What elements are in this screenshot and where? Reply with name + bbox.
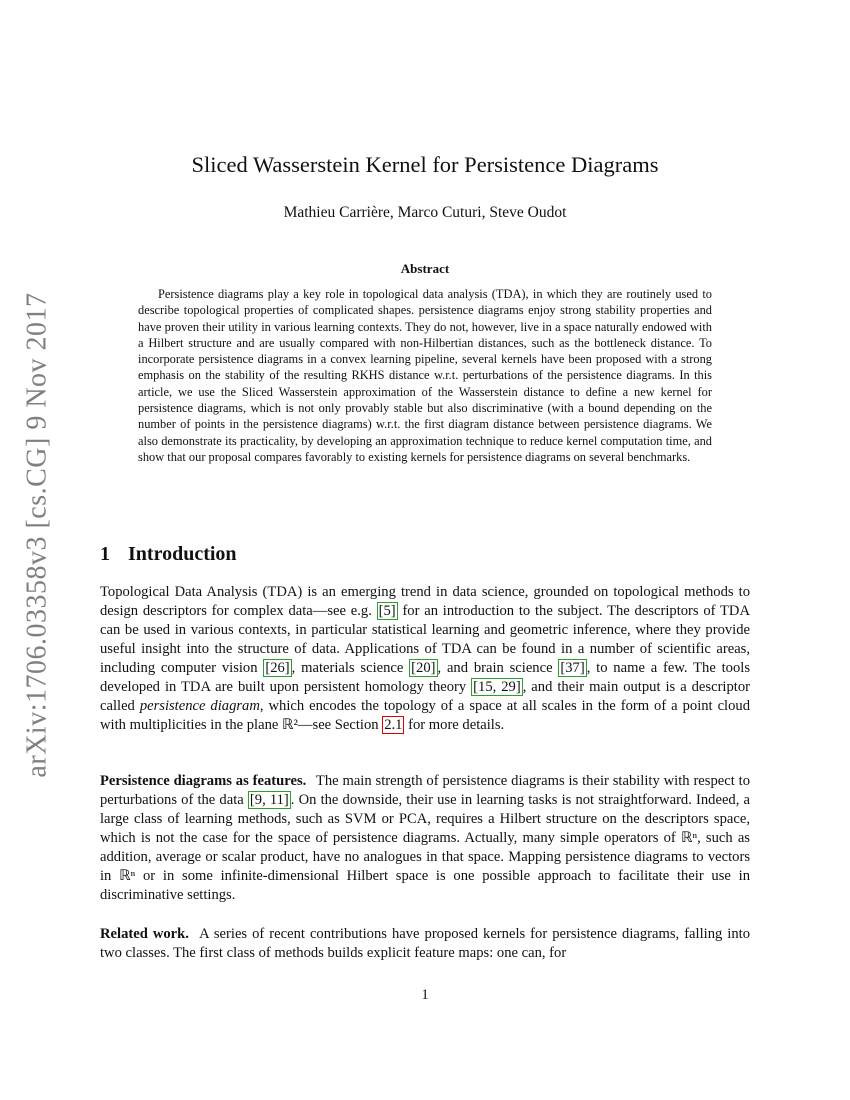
- citation-link[interactable]: [5]: [378, 603, 396, 619]
- section-heading: [100, 543, 237, 566]
- citation-link[interactable]: [26]: [265, 660, 290, 676]
- paragraph-heading: Persistence diagrams as features.: [100, 773, 307, 789]
- related-text-1: A series of recent contributions have proposed kernels for persistence diagrams, falling into two classes. The first class of methods builds explicit feature maps: one can, for: [100, 926, 751, 961]
- intro-text-6: , and their main output is a descriptor called: [100, 679, 750, 714]
- section-number: 1: [100, 543, 110, 565]
- intro-text-7: , which encodes the topology of a space at all scales in the form of a point cloud with multiplicities in the plane ℝ²—see Section: [100, 698, 751, 733]
- emphasized-term: persistence diagram: [139, 698, 260, 714]
- intro-text-3: , materials science: [291, 660, 410, 676]
- citation-link[interactable]: [9, 11]: [249, 792, 289, 808]
- paper-title: Sliced Wasserstein Kernel for Persistence Diagrams: [191, 152, 659, 177]
- author-list: Mathieu Carrière, Marco Cuturi, Steve Oudot: [283, 204, 567, 221]
- intro-text-1: Topological Data Analysis (TDA) is an emerging trend in data science, grounded on topological methods to design descriptors for complex data—see e.g.: [100, 584, 750, 619]
- section-reference-link[interactable]: 2.1: [384, 717, 403, 733]
- abstract-heading: Abstract: [400, 261, 450, 276]
- features-text-1: The main strength of persistence diagrams is their stability with respect to perturbations of the data: [100, 773, 750, 808]
- features-paragraph: [100, 772, 750, 905]
- citation-link[interactable]: [37]: [560, 660, 585, 676]
- citation-link[interactable]: [20]: [411, 660, 436, 676]
- intro-text-2: for an introduction to the subject. The descriptors of TDA can be used in various contexts, in particular statistical learning and geometric inference, where they provide useful insight into the structure of data. Applications of TDA can be found in a number of scientific areas, including computer vision: [100, 603, 751, 676]
- arxiv-stamp-text: arXiv:1706.03358v3 [cs.CG] 9 Nov 2017: [22, 292, 53, 778]
- citation-link[interactable]: [15, 29]: [473, 679, 521, 695]
- related-work-paragraph: [100, 925, 750, 963]
- paragraph-heading: Related work.: [100, 926, 189, 942]
- abstract-body: Persistence diagrams play a key role in topological data analysis (TDA), in which they are routinely used to describe topological properties of complicated shapes. persistence diagrams enjoy strong stability properties and have proven their utility in various learning contexts. They do not, however, live in a space naturally endowed with a Hilbert structure and are usually compared with non-Hilbertian distances, such as the bottleneck distance. To incorporate persistence diagrams in a convex learning pipeline, several kernels have been proposed with a strong emphasis on the stability of the resulting RKHS distance w.r.t. perturbations of the persistence diagrams. In this article, we use the Sliced Wasserstein approximation of the Wasserstein distance to define a new kernel for persistence diagrams, which is not only provably stable but also discriminative (with a bound depending on the number of points in the persistence diagrams) w.r.t. the first diagram distance between persistence diagrams. We also demonstrate its practicality, by developing an approximation technique to reduce kernel computation time, and show that our proposal compares favorably to existing kernels for persistence diagrams on several benchmarks.: [138, 287, 712, 464]
- intro-paragraph: [100, 583, 750, 735]
- features-text-2: . On the downside, their use in learning tasks is not straightforward. Indeed, a large class of learning methods, such as SVM or PCA, requires a Hilbert structure on the descriptors space, which is not the case for the space of persistence diagrams. Actually, many simple operators of ℝⁿ, such as addition, average or scalar product, have no analogues in that space. Mapping persistence diagrams to vectors in ℝⁿ or in some infinite-dimensional Hilbert space is one possible approach to facilitate their use in discriminative settings.: [100, 792, 750, 903]
- intro-text-8: for more details.: [404, 717, 505, 733]
- page-number: 1: [421, 987, 429, 1003]
- section-title: Introduction: [128, 543, 237, 565]
- arxiv-stamp: [18, 292, 58, 778]
- intro-text-5: , to name a few. The tools developed in TDA are built upon persistent homology theory: [100, 660, 750, 695]
- intro-text-4: , and brain science: [437, 660, 559, 676]
